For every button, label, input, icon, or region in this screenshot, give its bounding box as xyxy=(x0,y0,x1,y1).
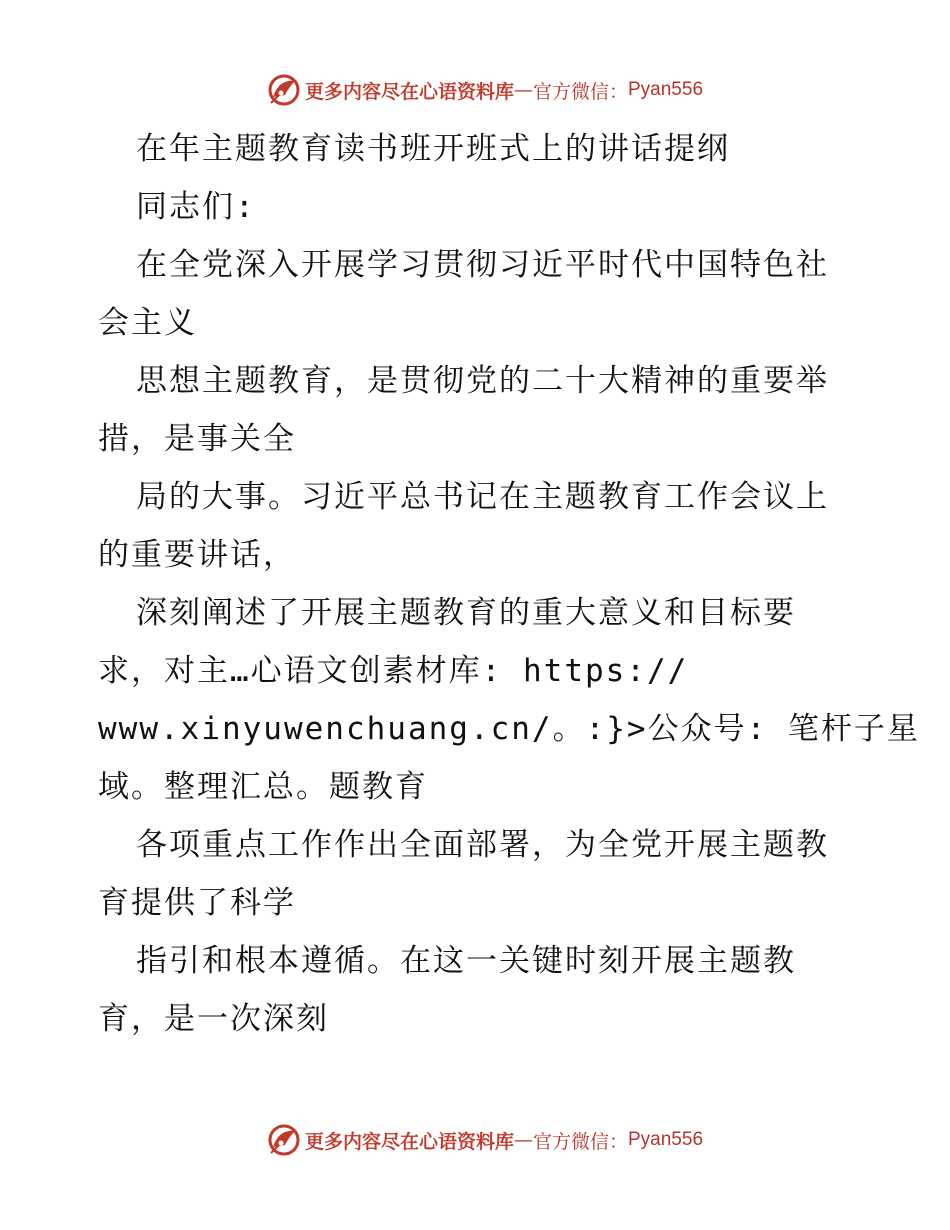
paragraph-line: 各项重点工作作出全面部署，为全党开展主题教 xyxy=(136,827,829,863)
paragraph-line: 求，对主…心语文创素材库: https:// xyxy=(98,653,689,689)
paragraph-line: 域。整理汇总。题教育 xyxy=(98,769,428,805)
paragraph-line: 局的大事。习近平总书记在主题教育工作会议上 xyxy=(136,479,829,515)
banner-brand-text: 更多内容尽在心语资料库 xyxy=(304,80,514,103)
salutation: 同志们: xyxy=(136,189,256,225)
paragraph-line: 指引和根本遵循。在这一关键时刻开展主题教 xyxy=(136,943,796,979)
pen-nib-circle-icon xyxy=(267,73,301,107)
banner-brand-text: 更多内容尽在心语资料库 xyxy=(304,1130,514,1153)
banner-wechat-id: Pyan556 xyxy=(628,1129,704,1150)
banner-wechat-label: 官方微信： xyxy=(532,1130,628,1153)
footer-banner xyxy=(0,1122,950,1158)
paragraph-line: 思想主题教育，是贯彻党的二十大精神的重要举 xyxy=(136,363,829,399)
paragraph-line: 育，是一次深刻 xyxy=(98,1001,329,1037)
banner-dash: — xyxy=(513,79,533,101)
paragraph-line: www.xinyuwenchuang.cn/。:}>公众号: 笔杆子星 xyxy=(98,711,920,747)
banner-wechat-id: Pyan556 xyxy=(628,79,704,100)
paragraph-line: 在全党深入开展学习贯彻习近平时代中国特色社 xyxy=(136,247,829,283)
banner-dash: — xyxy=(513,1129,533,1151)
pen-nib-circle-icon xyxy=(267,1123,301,1157)
header-banner xyxy=(0,72,950,108)
paragraph-line: 的重要讲话， xyxy=(98,537,296,573)
banner-wechat-label: 官方微信： xyxy=(532,80,628,103)
paragraph-line: 深刻阐述了开展主题教育的重大意义和目标要 xyxy=(136,595,796,631)
doc-title: 在年主题教育读书班开班式上的讲话提纲 xyxy=(136,131,730,167)
paragraph-line: 措，是事关全 xyxy=(98,421,296,457)
paragraph-line: 会主义 xyxy=(98,305,197,341)
paragraph-line: 育提供了科学 xyxy=(98,885,296,921)
